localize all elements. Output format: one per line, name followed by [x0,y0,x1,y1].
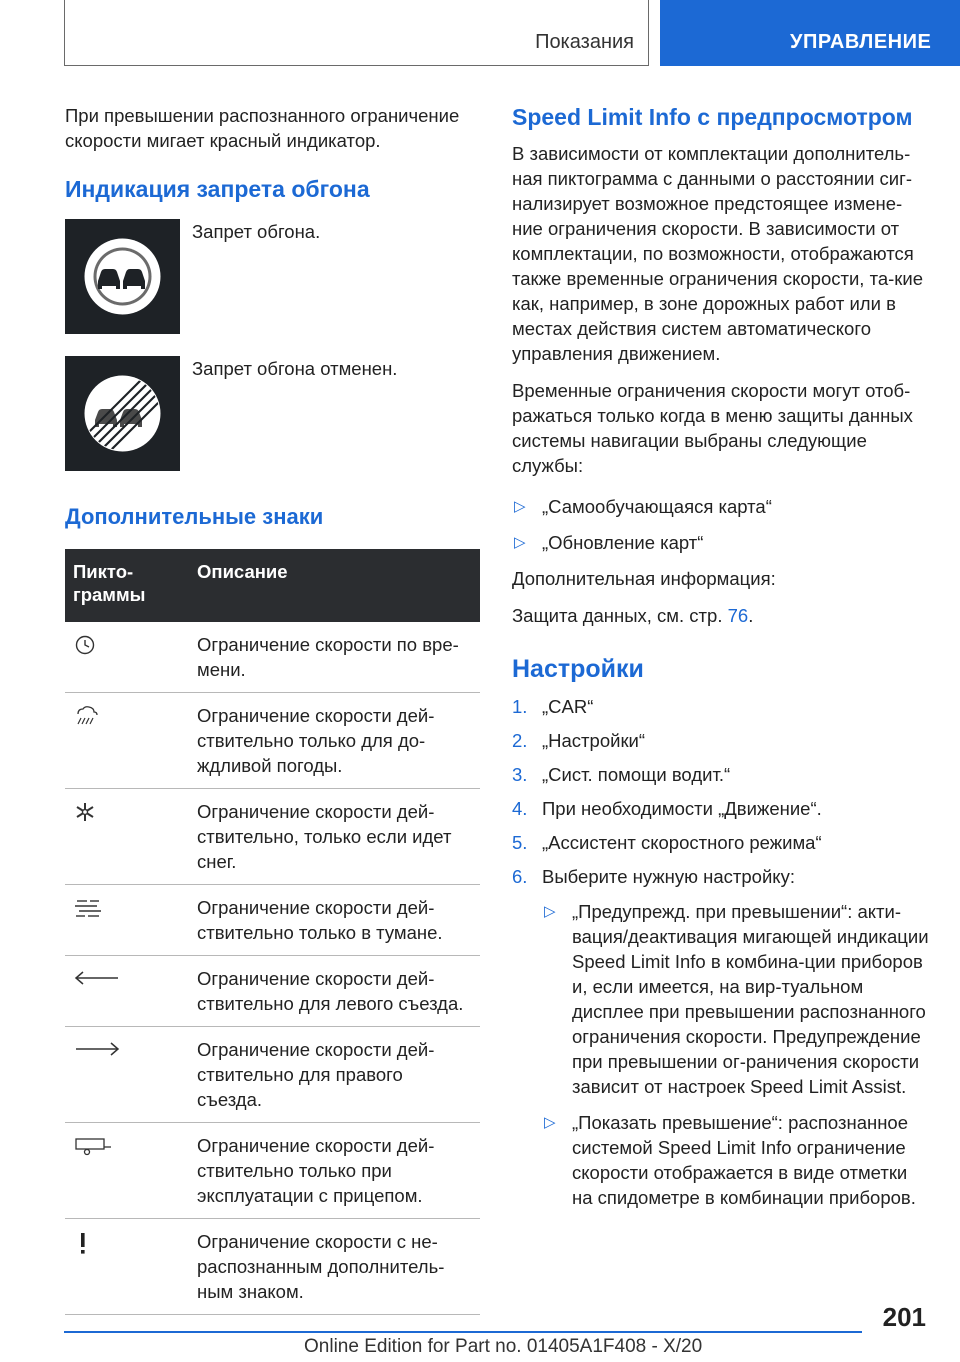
triangle-bullet-icon: ▷ [514,498,526,515]
table-cell-description: Ограничение скорости дей-ствительно только в тумане. [189,885,480,956]
settings-heading: Настройки [512,655,644,683]
footer-edition: Online Edition for Part no. 01405A1F408 - X/20 [304,1336,703,1357]
table-row [65,1027,480,1123]
list-item: ▷ „Самообучающаяся карта“ [514,496,772,517]
sign-caption-no-overtaking: Запрет обгона. [192,221,321,242]
right-column [512,103,930,1221]
table-cell-description: Ограничение скорости дей-ствительно, только если идет снег. [189,789,480,885]
table-row [65,622,480,693]
list-item: 1. „CAR“ [512,696,594,717]
list-item: 4. При необходимости „Движение“. [512,798,822,819]
list-item: 5. „Ассистент скоростного режима“ [512,832,822,853]
list-item: ▷ „Обновление карт“ [514,532,704,553]
table-row [65,789,480,885]
clock-icon [73,634,99,656]
no-overtaking-sign-icon [65,219,180,334]
services-list [512,494,930,555]
list-item: 6. Выберите нужную настройку: ▷ „Предупрежд. при превышении“: акти-вация/деактивация мигающей индикации Speed Limit Info в комбина-ции приборов и, если имеется, на вир-туальном дисплее при превышении распознанного ограничения скорости. Предупреждение при превышении ог-раничения скорости зависит от настроек Speed Limit Assist. ▷ „Показать превышение“: распознанное системой Speed Limit Info ограничение скорости отображается в виде отметки на спидометре в комбинации приборов. [512,866,929,1208]
page-number: 201 [882,1302,926,1332]
table-header-description: Описание [189,549,480,622]
header-chapter-label: УПРАВЛЕНИЕ [790,31,932,53]
header-chapter-tab [660,0,960,66]
additional-signs-heading: Дополнительные знаки [65,504,324,529]
table-cell-description: Ограничение скорости с не-распознанным дополнитель-ным знаком. [189,1219,480,1315]
info-reference: Защита данных, см. стр. 76. [512,605,754,626]
exclamation-icon [73,1231,93,1255]
table-header-row [65,549,480,622]
triangle-bullet-icon: ▷ [544,903,556,920]
sign-row-end-no-overtaking [65,356,480,471]
list-item: 3. „Сист. помощи водит.“ [512,764,731,785]
sign-row-no-overtaking [65,219,480,334]
intro-paragraph: При превышении распознанного ограничение скорости мигает красный индикатор. [65,105,460,151]
arrow-right-icon [73,1039,121,1059]
table-cell-description: Ограничение скорости по вре-мени. [189,622,480,693]
rain-icon [73,705,101,727]
table-row [65,885,480,956]
snowflake-icon [73,801,97,823]
table-cell-description: Ограничение скорости дей-ствительно для правого съезда. [189,1027,480,1123]
sign-caption-end-no-overtaking: Запрет обгона отменен. [192,358,398,379]
page-reference-link[interactable]: 76 [727,605,749,626]
end-no-overtaking-sign-icon [65,356,180,471]
table-row [65,693,480,789]
footer-divider [64,1331,862,1333]
trailer-icon [73,1135,113,1157]
left-column [65,103,480,1315]
table-row [65,1123,480,1219]
info-label: Дополнительная информация: [512,568,776,589]
preview-heading: Speed Limit Info с предпросмотром [512,104,913,130]
no-overtaking-heading: Индикация запрета обгона [65,176,370,202]
table-cell-description: Ограничение скорости дей-ствительно только при эксплуатации с прицепом. [189,1123,480,1219]
fog-icon [73,897,103,919]
preview-paragraph-1: В зависимости от комплектации дополнитель-ная пиктограмма с данными о расстоянии сиг-нализирует возможное предстоящее измене-ние ограничения скорости. В зависимости от комплектации, по возможности, отображаются также временные ограничения скорости, та-кие как, например, в зоне дорожных работ или в местах действия систем автоматического управления движением. [512,143,924,364]
list-item: 2. „Настройки“ [512,730,646,751]
preview-paragraph-2: Временные ограничения скорости могут отоб-ражаться только когда в меню защиты данных системы навигации выбраны следующие службы: [512,380,913,476]
header-section-tab [64,0,649,66]
table-header-pictograms: Пикто- граммы [65,549,189,622]
table-row [65,1219,480,1315]
table-row [65,956,480,1027]
triangle-bullet-icon: ▷ [544,1114,556,1131]
list-item: ▷ „Предупрежд. при превышении“: акти-вация/деактивация мигающей индикации Speed Limit Info в комбина-ции приборов и, если имеется, на вир-туальном дисплее при превышении распознанного ограничения скорости. Предупреждение при превышении ог-раничения скорости зависит от настроек Speed Limit Assist. [544,901,929,1097]
list-item: ▷ „Показать превышение“: распознанное системой Speed Limit Info ограничение скорости отображается в виде отметки на спидометре в комбинации приборов. [544,1112,916,1208]
settings-options [542,899,930,1210]
triangle-bullet-icon: ▷ [514,534,526,551]
arrow-left-icon [73,968,121,988]
settings-steps [512,694,930,1210]
additional-signs-table [65,549,480,1315]
table-cell-description: Ограничение скорости дей-ствительно для левого съезда. [189,956,480,1027]
header-section-label: Показания [535,31,634,53]
table-cell-description: Ограничение скорости дей-ствительно только для до-ждливой погоды. [189,693,480,789]
